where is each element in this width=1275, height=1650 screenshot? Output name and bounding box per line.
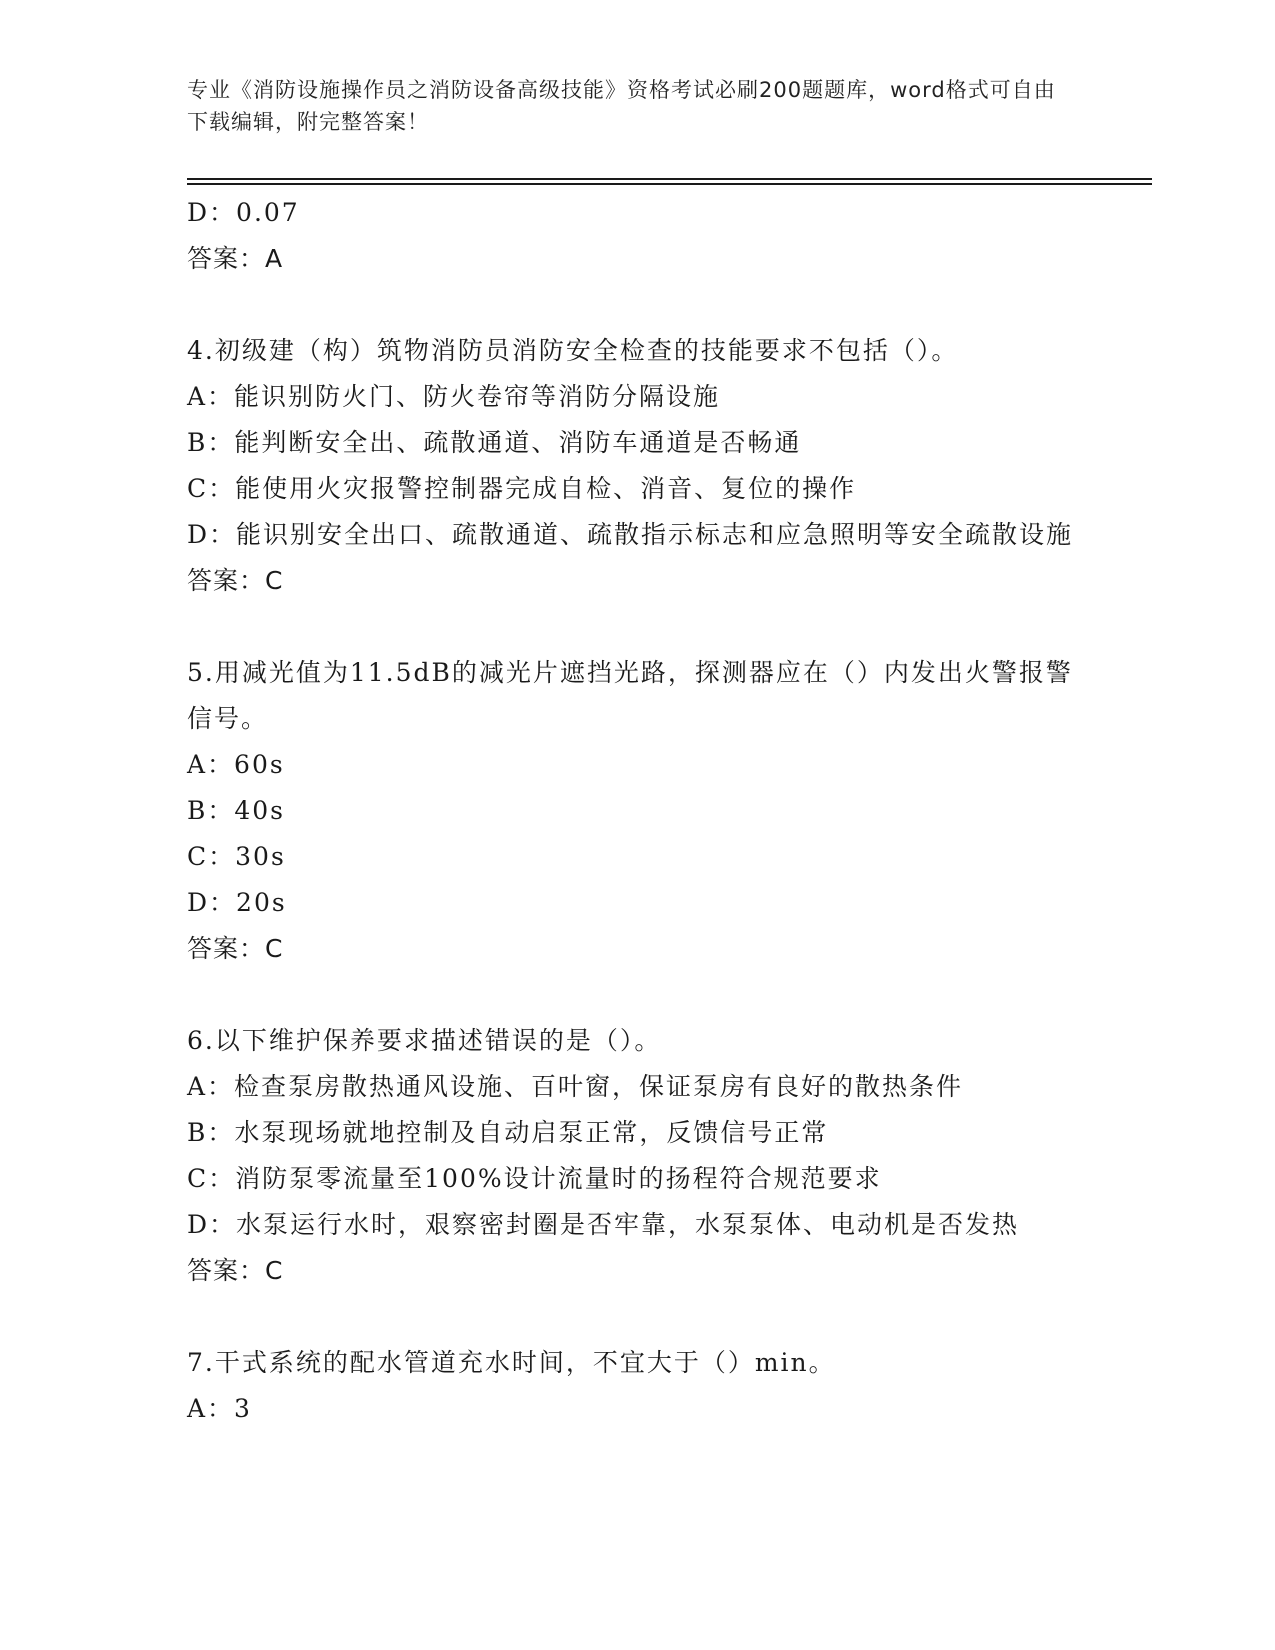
question-5 (187, 650, 1077, 972)
answer-label: 答案：C (187, 1256, 284, 1285)
spacer (187, 282, 1077, 328)
question-text: 5.用减光值为11.5dB的减光片遮挡光路，探测器应在（）内发出火警报警信号。 (187, 658, 1073, 733)
question-7 (187, 1340, 1077, 1432)
header-divider-bottom (187, 183, 1152, 185)
option-b: B：水泵现场就地控制及自动启泵正常，反馈信号正常 (187, 1118, 829, 1147)
option-d: D：能识别安全出口、疏散通道、疏散指示标志和应急照明等安全疏散设施 (187, 520, 1074, 549)
spacer (187, 1294, 1077, 1340)
page-header: 专业《消防设施操作员之消防设备高级技能》资格考试必刷200题题库，word格式可自由下载编辑，附完整答案！ (187, 78, 1056, 134)
option-d: D：水泵运行水时，艰察密封圈是否牢靠，水泵泵体、电动机是否发热 (187, 1210, 1020, 1239)
spacer (187, 604, 1077, 650)
option-a: A：60s (187, 750, 285, 779)
carryover-block (187, 190, 1077, 282)
question-text: 7.干式系统的配水管道充水时间，不宜大于（）min。 (187, 1348, 836, 1377)
spacer (187, 972, 1077, 1018)
option-c: C：30s (187, 842, 286, 871)
question-text: 4.初级建（构）筑物消防员消防安全检查的技能要求不包括（）。 (187, 336, 959, 365)
answer-label: 答案：C (187, 934, 284, 963)
question-6 (187, 1018, 1077, 1294)
option-a: A：能识别防火门、防火卷帘等消防分隔设施 (187, 382, 721, 411)
answer-label: 答案：C (187, 566, 284, 595)
header-divider-top (187, 178, 1152, 180)
option-c: C：能使用火灾报警控制器完成自检、消音、复位的操作 (187, 474, 857, 503)
question-4 (187, 328, 1077, 604)
option-b: B：能判断安全出、疏散通道、消防车通道是否畅通 (187, 428, 802, 457)
question-text: 6.以下维护保养要求描述错误的是（）。 (187, 1026, 662, 1055)
option-a: A：检查泵房散热通风设施、百叶窗，保证泵房有良好的散热条件 (187, 1072, 964, 1101)
option-c: C：消防泵零流量至100%设计流量时的扬程符合规范要求 (187, 1164, 882, 1193)
option-d: D：0.07 (187, 198, 300, 227)
answer-label: 答案：A (187, 244, 284, 273)
option-d: D：20s (187, 888, 287, 917)
question-content (187, 190, 1077, 1432)
option-a: A：3 (187, 1394, 252, 1423)
option-b: B：40s (187, 796, 286, 825)
